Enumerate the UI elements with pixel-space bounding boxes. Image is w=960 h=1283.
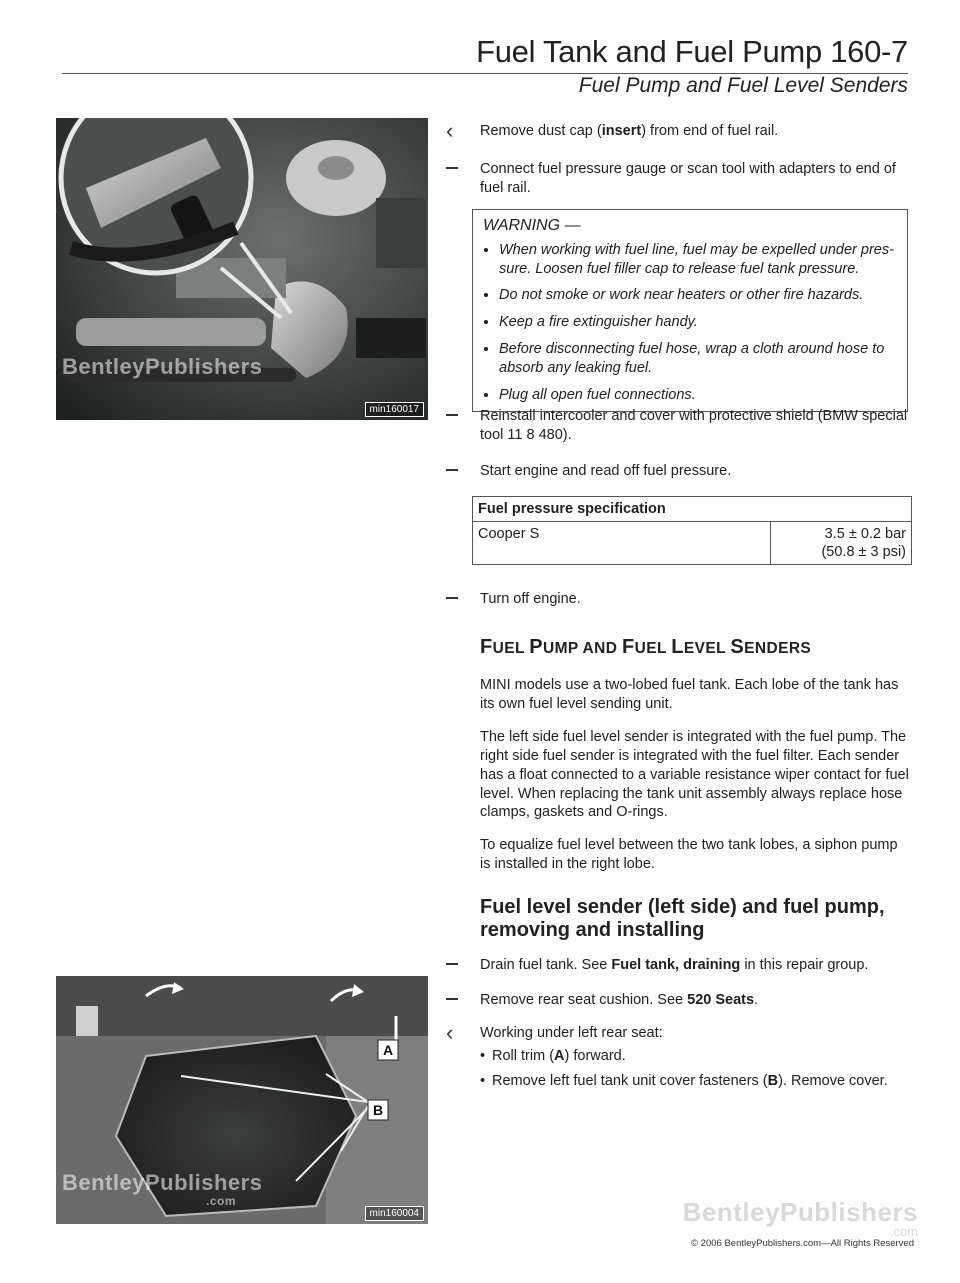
dash-icon xyxy=(446,160,470,179)
section-heading: FUEL PUMP AND FUEL LEVEL SENDERS xyxy=(480,636,812,658)
figure-code: min160017 xyxy=(365,402,424,417)
publisher-brand: BentleyPublishers xyxy=(682,1197,918,1227)
arrow-left-icon: ‹ xyxy=(446,118,454,143)
warning-title: WARNING — xyxy=(483,217,581,234)
step-remove-seat-cushion: Remove rear seat cushion. See 520 Seats. xyxy=(446,991,912,1010)
paragraph-two-lobed-tank: MINI models use a two-lobed fuel tank. Each lobe of the tank has its own fuel level sending unit. xyxy=(480,677,899,712)
spec-table-header: Fuel pressure specification xyxy=(473,497,912,522)
arrow-left-icon: ‹ xyxy=(446,1020,454,1045)
warning-item: • Before disconnecting fuel hose, wrap a cloth around hose to absorb any leaking fuel. xyxy=(499,340,897,378)
watermark-text: BentleyPublishers xyxy=(62,354,263,379)
step-working-under-seat: ‹ Working under left rear seat: xyxy=(446,1020,663,1045)
publisher-logo xyxy=(683,1197,918,1239)
sub-step-item: • Remove left fuel tank unit cover fasteners (B). Remove cover. xyxy=(480,1072,912,1091)
warning-item: • Plug all open fuel connections. xyxy=(499,386,897,405)
warning-item: • When working with fuel line, fuel may be expelled under pres- sure. Loosen fuel filler cap to release fuel tank pressure. xyxy=(499,241,897,279)
step-connect-gauge: Connect fuel pressure gauge or scan tool with adapters to end of fuel rail. xyxy=(446,160,912,198)
paragraph-siphon-pump: To equalize fuel level between the two tank lobes, a siphon pump is installed in the right lobe. xyxy=(480,837,898,872)
dash-icon xyxy=(446,462,470,481)
warning-item: • Keep a fire extinguisher handy. xyxy=(499,313,897,332)
dash-icon xyxy=(446,956,470,975)
paragraph-sender-integration: The left side fuel level sender is integrated with the fuel pump. The right side fuel sender is integrated with the fuel filter. Each sender has a float connected to a variable resistance wiper contact for fuel level. When replacing the tank unit assembly always replace hose clamps, gaskets and O-rings. xyxy=(480,729,909,821)
page-subtitle: Fuel Pump and Fuel Level Senders xyxy=(578,74,908,97)
publisher-brand-sub: .com xyxy=(889,1224,918,1239)
page-header xyxy=(0,0,960,100)
fuel-pressure-spec-table xyxy=(472,496,912,565)
label-a: A xyxy=(383,1042,394,1058)
spec-model-cell: Cooper S xyxy=(473,522,771,565)
dash-icon xyxy=(446,991,470,1010)
label-b: B xyxy=(373,1102,384,1118)
sub-steps-list xyxy=(480,1047,912,1097)
engine-fuel-rail-photo xyxy=(56,118,428,420)
spec-value-cell: 3.5 ± 0.2 bar (50.8 ± 3 psi) xyxy=(771,522,912,565)
step-turn-off-engine: Turn off engine. xyxy=(446,590,912,609)
subsection-heading: Fuel level sender (left side) and fuel pump, removing and installing xyxy=(480,896,885,941)
watermark-text: BentleyPublishers xyxy=(62,1170,263,1195)
warning-box xyxy=(472,209,908,412)
warning-item: • Do not smoke or work near heaters or other fire hazards. xyxy=(499,286,897,305)
dash-icon xyxy=(446,590,470,609)
copyright-notice: © 2006 BentleyPublishers.com—All Rights Reserved xyxy=(691,1238,914,1249)
step-start-engine: Start engine and read off fuel pressure. xyxy=(446,462,912,481)
step-drain-fuel-tank: Drain fuel tank. See Fuel tank, draining in this repair group. xyxy=(446,956,912,975)
warning-list xyxy=(483,241,897,405)
sub-step-item: • Roll trim (A) forward. xyxy=(480,1047,912,1066)
step-remove-dust-cap: ‹ Remove dust cap (insert) from end of fuel rail. xyxy=(446,118,779,143)
dash-icon xyxy=(446,407,470,426)
figure-code: min160004 xyxy=(365,1206,424,1221)
watermark-subtext: .com xyxy=(206,1194,237,1208)
page-title: Fuel Tank and Fuel Pump 160-7 xyxy=(476,34,908,69)
fuel-tank-cover-photo xyxy=(56,976,428,1224)
step-reinstall-intercooler: Reinstall intercooler and cover with protective shield (BMW special tool 11 8 480). xyxy=(446,407,912,445)
